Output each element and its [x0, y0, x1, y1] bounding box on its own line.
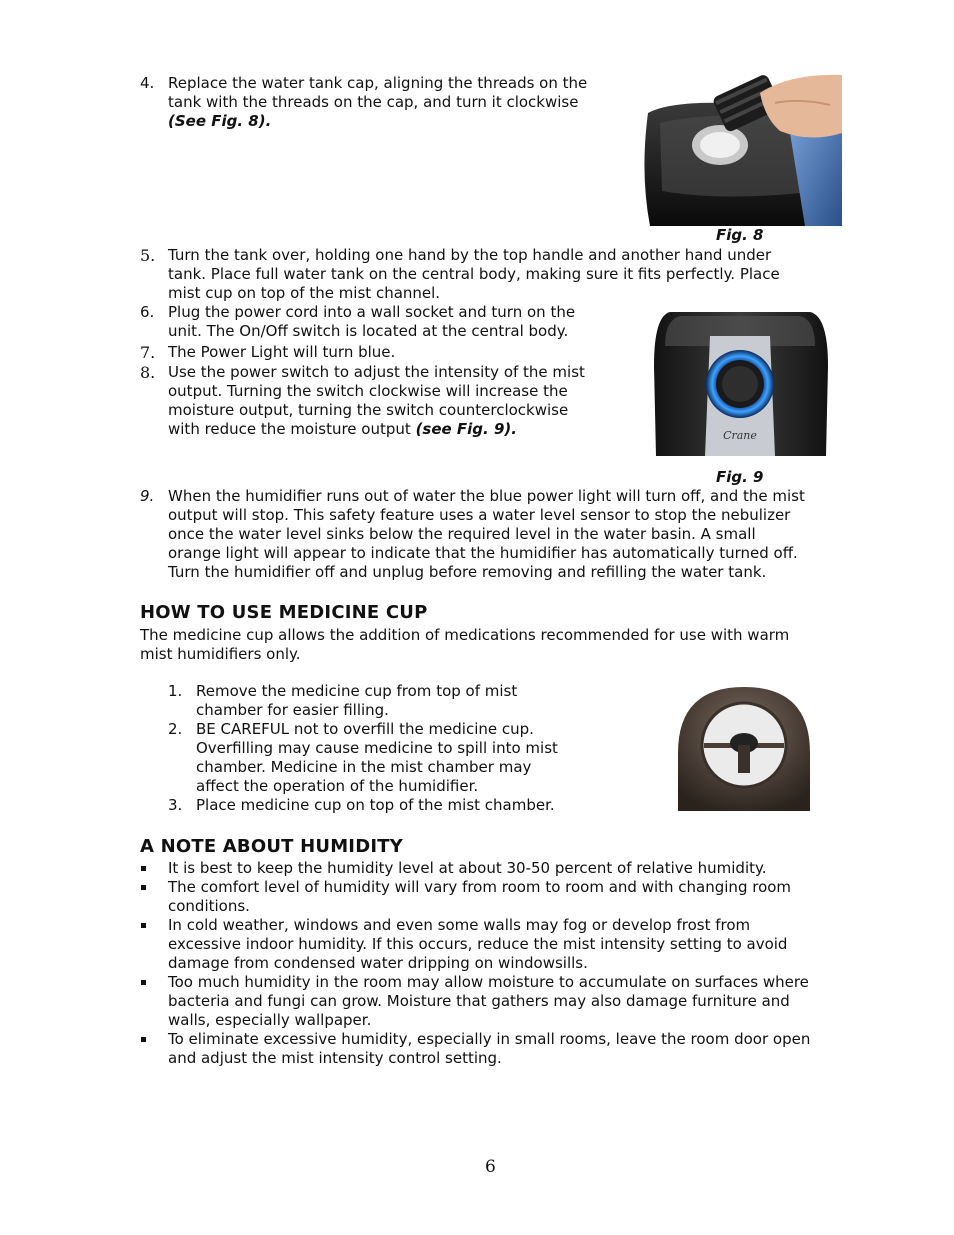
- medicine-step-1-line-2: chamber for easier filling.: [196, 701, 389, 719]
- medicine-step-1-line-1: Remove the medicine cup from top of mist: [196, 682, 518, 700]
- medicine-cup-photo: [668, 683, 820, 815]
- step-7-line-1: The Power Light will turn blue.: [168, 343, 396, 361]
- bullet-marker-1: [141, 866, 146, 871]
- medicine-step-2-line-4: affect the operation of the humidifier.: [196, 777, 479, 795]
- fig-8-caption: Fig. 8: [716, 226, 764, 244]
- medicine-step-2-line-2: Overfilling may cause medicine to spill into mist: [196, 739, 558, 757]
- humidity-bullet-4-line-3: walls, especially wallpaper.: [168, 1011, 372, 1029]
- medicine-step-2-line-1: BE CAREFUL not to overfill the medicine cup.: [196, 720, 534, 738]
- step-8-line-3: moisture output, turning the switch counterclockwise: [168, 401, 569, 419]
- fig-9-caption: Fig. 9: [716, 468, 764, 486]
- step-5-line-3: mist cup on top of the mist channel.: [168, 284, 441, 302]
- fig-8-photo: [640, 73, 842, 226]
- step-8-line-4-text: with reduce the moisture output: [168, 420, 416, 438]
- step-9-number: 9.: [140, 487, 155, 505]
- step-4-number: 4.: [140, 74, 155, 92]
- humidity-bullet-1-line-1: It is best to keep the humidity level at about 30-50 percent of relative humidity.: [168, 859, 767, 877]
- medicine-step-1-number: 1.: [168, 682, 183, 700]
- step-5-number: 5.: [140, 246, 156, 265]
- step-7-number: 7.: [140, 343, 156, 362]
- humidity-bullet-2-line-1: The comfort level of humidity will vary from room to room and with changing room: [168, 878, 792, 896]
- brand-logo: Crane: [723, 429, 757, 442]
- step-8-line-4: [168, 420, 517, 439]
- step-4-line-1: Replace the water tank cap, aligning the threads on the: [168, 74, 588, 92]
- step-8-line-2: output. Turning the switch clockwise will increase the: [168, 382, 568, 400]
- step-9-line-4: orange light will appear to indicate that the humidifier has automatically turned off.: [168, 544, 798, 562]
- humidity-heading: A NOTE ABOUT HUMIDITY: [140, 836, 403, 857]
- medicine-step-3-line-1: Place medicine cup on top of the mist chamber.: [196, 796, 555, 814]
- bullet-marker-2: [141, 885, 146, 890]
- medicine-step-3-number: 3.: [168, 796, 183, 814]
- step-5-line-1: Turn the tank over, holding one hand by the top handle and another hand under: [168, 246, 772, 264]
- humidity-bullet-4-line-1: Too much humidity in the room may allow moisture to accumulate on surfaces where: [168, 973, 809, 991]
- step-9-line-2: output will stop. This safety feature uses a water level sensor to stop the nebulizer: [168, 506, 791, 524]
- bullet-marker-3: [141, 923, 146, 928]
- page-number: 6: [485, 1157, 496, 1177]
- humidity-bullet-3-line-3: damage from condensed water dripping on windowsills.: [168, 954, 588, 972]
- step-5-line-2: tank. Place full water tank on the central body, making sure it fits perfectly. Place: [168, 265, 780, 283]
- humidity-bullet-4-line-2: bacteria and fungi can grow. Moisture that gathers may also damage furniture and: [168, 992, 790, 1010]
- humidity-bullet-3-line-1: In cold weather, windows and even some walls may fog or develop frost from: [168, 916, 751, 934]
- step-4-figure-ref: (See Fig. 8).: [168, 112, 272, 130]
- step-4-line-2: tank with the threads on the cap, and turn it clockwise: [168, 93, 579, 111]
- humidity-bullet-2-line-2: conditions.: [168, 897, 250, 915]
- step-9-line-5: Turn the humidifier off and unplug before removing and refilling the water tank.: [168, 563, 767, 581]
- fig-9-photo: [650, 306, 830, 464]
- step-8-figure-ref: (see Fig. 9).: [415, 420, 517, 438]
- bullet-marker-5: [141, 1037, 146, 1042]
- step-9-line-3: once the water level sinks below the required level in the water basin. A small: [168, 525, 756, 543]
- step-6-number: 6.: [140, 303, 155, 321]
- step-8-number: 8.: [140, 363, 156, 382]
- humidity-bullet-5-line-2: and adjust the mist intensity control setting.: [168, 1049, 502, 1067]
- step-8-line-1: Use the power switch to adjust the intensity of the mist: [168, 363, 585, 381]
- humidity-bullet-5-line-1: To eliminate excessive humidity, especially in small rooms, leave the room door open: [168, 1030, 811, 1048]
- medicine-step-2-line-3: chamber. Medicine in the mist chamber may: [196, 758, 532, 776]
- medicine-step-2-number: 2.: [168, 720, 183, 738]
- medicine-intro-line-2: mist humidifiers only.: [140, 645, 301, 663]
- humidity-bullet-3-line-2: excessive indoor humidity. If this occurs, reduce the mist intensity setting to avoid: [168, 935, 788, 953]
- medicine-intro-line-1: The medicine cup allows the addition of medications recommended for use with warm: [140, 626, 790, 644]
- step-6-line-2: unit. The On/Off switch is located at the central body.: [168, 322, 569, 340]
- step-9-line-1: When the humidifier runs out of water the blue power light will turn off, and the mist: [168, 487, 805, 505]
- medicine-cup-heading: HOW TO USE MEDICINE CUP: [140, 602, 428, 623]
- step-6-line-1: Plug the power cord into a wall socket and turn on the: [168, 303, 576, 321]
- bullet-marker-4: [141, 980, 146, 985]
